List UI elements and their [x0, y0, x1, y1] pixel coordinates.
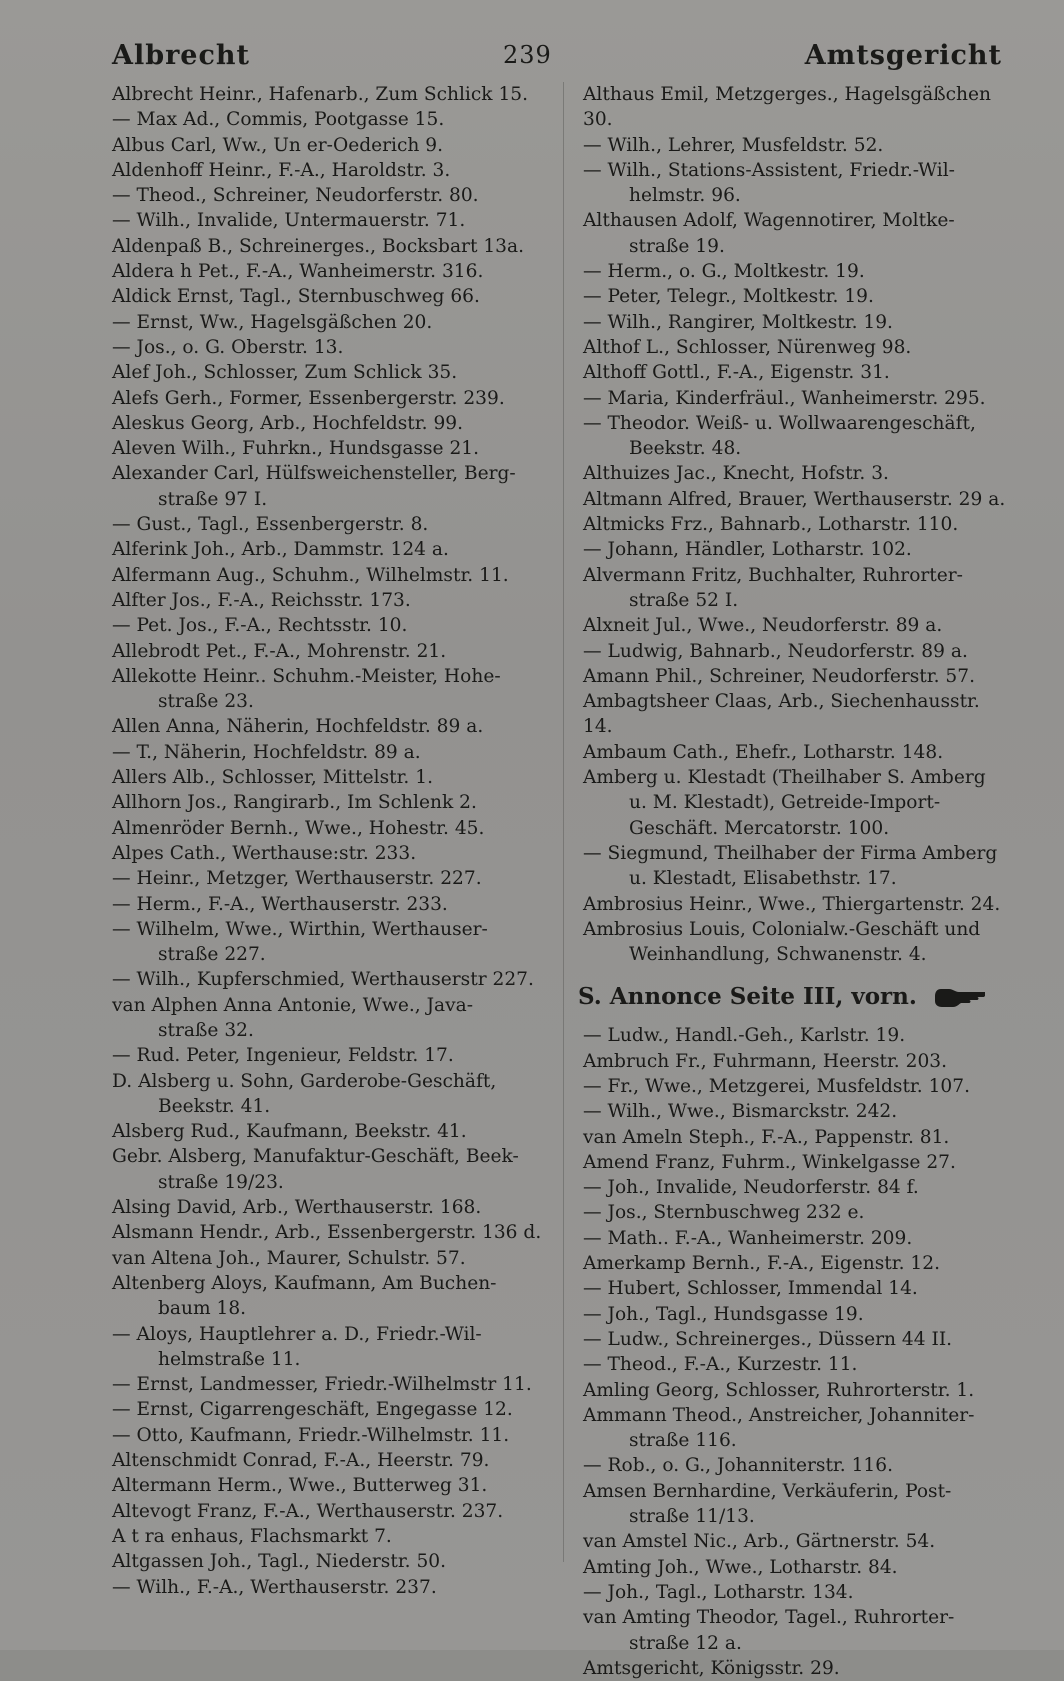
directory-entry [112, 411, 544, 436]
directory-entry [583, 284, 1011, 309]
directory-entry [112, 1271, 544, 1322]
entry-line: — Joh., Tagl., Lotharstr. 134. [583, 1581, 854, 1603]
directory-entry [112, 588, 544, 613]
entry-line: — Theodor. Weiß- u. Wollwaarengeschäft, [583, 412, 976, 434]
entry-continuation: Geschäft. Mercatorstr. 100. [629, 817, 890, 839]
entry-continuation: straße 19/23. [158, 1171, 284, 1193]
entry-line: Amann Phil., Schreiner, Neudorferstr. 57. [583, 665, 975, 687]
directory-entry [583, 158, 1011, 209]
entry-continuation: straße 116. [629, 1430, 737, 1452]
entry-line: Ammann Theod., Anstreicher, Johanniter- [583, 1404, 975, 1426]
directory-entry [112, 1322, 544, 1373]
directory-entry [112, 107, 544, 132]
directory-entry [583, 1580, 1011, 1605]
entry-line: — Herm., F.-A., Werthauserstr. 233. [112, 893, 448, 915]
page-number: 239 [502, 41, 552, 69]
directory-entry [583, 639, 1011, 664]
entry-line: van Amting Theodor, Tagel., Ruhrorter- [583, 1607, 955, 1629]
entry-line: Ambrosius Louis, Colonialw.-Geschäft und [583, 918, 981, 940]
entry-line: — Aloys, Hauptlehrer a. D., Friedr.-Wil- [112, 1323, 482, 1345]
directory-entry [583, 82, 1011, 133]
directory-entry [583, 537, 1011, 562]
entry-line: — Theod., F.-A., Kurzestr. 11. [583, 1354, 858, 1376]
right-column-top [583, 82, 1011, 967]
directory-entry [112, 613, 544, 638]
entry-line: Althaus Emil, Metzgerges., Hagelsgäßchen 30. [583, 84, 992, 131]
directory-entry [583, 740, 1011, 765]
entry-line: Amtsgericht, Königsstr. 29. [583, 1657, 840, 1679]
entry-line: Althof L., Schlosser, Nürenweg 98. [583, 336, 912, 358]
entry-line: — Herm., o. G., Moltkestr. 19. [583, 261, 865, 283]
entry-continuation: straße 227. [158, 944, 266, 966]
entry-line: — T., Näherin, Hochfeldstr. 89 a. [112, 741, 421, 763]
directory-entry [583, 1251, 1011, 1276]
directory-entry [112, 82, 544, 107]
directory-entry [112, 664, 544, 715]
entry-line: Aldenpaß B., Schreinerges., Bocksbart 13a. [112, 235, 524, 257]
directory-entry [583, 335, 1011, 360]
directory-entry [583, 664, 1011, 689]
directory-entry [583, 1226, 1011, 1251]
directory-entry [583, 487, 1011, 512]
entry-line: — Heinr., Metzger, Werthauserstr. 227. [112, 868, 482, 890]
entry-line: Ambaum Cath., Ehefr., Lotharstr. 148. [583, 741, 944, 763]
entry-line: — Ludw., Handl.-Geh., Karlstr. 19. [583, 1025, 906, 1047]
entry-continuation: u. Klestadt, Elisabethstr. 17. [629, 868, 897, 890]
entry-line: Altmann Alfred, Brauer, Werthauserstr. 29 a. [583, 488, 1006, 510]
entry-line: — Fr., Wwe., Metzgerei, Musfeldstr. 107. [583, 1075, 970, 1097]
directory-entry [583, 411, 1011, 462]
directory-entry [112, 639, 544, 664]
entry-line: Allen Anna, Näherin, Hochfeldstr. 89 a. [112, 716, 484, 738]
directory-entry [112, 234, 544, 259]
entry-line: Ambagtsheer Claas, Arb., Siechenhausstr. 14. [583, 691, 980, 738]
entry-line: Alfermann Aug., Schuhm., Wilhelmstr. 11. [112, 564, 509, 586]
entry-line: Gebr. Alsberg, Manufaktur-Geschäft, Beek- [112, 1146, 519, 1168]
directory-entry [583, 1605, 1011, 1656]
directory-entry [112, 866, 544, 891]
entry-line: Allebrodt Pet., F.-A., Mohrenstr. 21. [112, 640, 447, 662]
entry-continuation: straße 52 I. [629, 589, 739, 611]
entry-line: — Gust., Tagl., Essenbergerstr. 8. [112, 514, 429, 536]
entry-line: D. Alsberg u. Sohn, Garderobe-Geschäft, [112, 1070, 497, 1092]
entry-line: — Siegmund, Theilhaber der Firma Amberg [583, 842, 998, 864]
entry-line: Altermann Herm., Wwe., Butterweg 31. [112, 1475, 488, 1497]
entry-line: — Ludw., Schreinerges., Düssern 44 II. [583, 1328, 953, 1350]
entry-line: Althausen Adolf, Wagennotirer, Moltke- [583, 210, 955, 232]
directory-entry [112, 133, 544, 158]
entry-line: Alfter Jos., F.-A., Reichsstr. 173. [112, 589, 411, 611]
notice-text: S. Annonce Seite III, vorn. [578, 983, 917, 1011]
entry-line: Alpes Cath., Werthause:str. 233. [112, 842, 417, 864]
directory-entry [583, 1403, 1011, 1454]
directory-entry [583, 259, 1011, 284]
directory-entry [583, 1656, 1011, 1681]
entry-line: — Rob., o. G., Johanniterstr. 116. [583, 1455, 893, 1477]
entry-line: Albus Carl, Ww., Un er-Oederich 9. [112, 134, 443, 156]
entry-line: — Wilh., F.-A., Werthauserstr. 237. [112, 1576, 437, 1598]
directory-entry [583, 1453, 1011, 1478]
entry-line: — Max Ad., Commis, Pootgasse 15. [112, 109, 445, 131]
entry-line: Allers Alb., Schlosser, Mittelstr. 1. [112, 767, 433, 789]
directory-entry [112, 917, 544, 968]
advertisement-notice [578, 977, 1011, 1017]
directory-entry [112, 512, 544, 537]
directory-entry [112, 208, 544, 233]
entry-line: — Wilh., Wwe., Bismarckstr. 242. [583, 1101, 898, 1123]
directory-entry [583, 1378, 1011, 1403]
entry-line: — Wilhelm, Wwe., Wirthin, Werthauser- [112, 918, 488, 940]
directory-entry [583, 1302, 1011, 1327]
entry-line: Ambrosius Heinr., Wwe., Thiergartenstr. 24. [583, 893, 1001, 915]
entry-line: Allhorn Jos., Rangirarb., Im Schlenk 2. [112, 792, 477, 814]
entry-continuation: baum 18. [158, 1298, 247, 1320]
directory-entry [112, 993, 544, 1044]
directory-entry [112, 259, 544, 284]
directory-entry [112, 765, 544, 790]
entry-line: Albrecht Heinr., Hafenarb., Zum Schlick 15. [112, 84, 529, 105]
directory-entry [112, 816, 544, 841]
directory-entry [112, 436, 544, 461]
entry-line: Alxneit Jul., Wwe., Neudorferstr. 89 a. [583, 615, 943, 637]
running-header [112, 30, 1002, 80]
directory-entry [583, 1023, 1011, 1048]
entry-line: — Wilh., Rangirer, Moltkestr. 19. [583, 311, 893, 333]
entry-line: van Amstel Nic., Arb., Gärtnerstr. 54. [583, 1531, 936, 1553]
directory-entry [583, 917, 1011, 968]
entry-line: — Maria, Kinderfräul., Wanheimerstr. 295. [583, 387, 986, 409]
directory-entry [112, 714, 544, 739]
entry-continuation: Beekstr. 41. [158, 1095, 271, 1117]
directory-entry [583, 765, 1011, 841]
entry-line: Almenröder Bernh., Wwe., Hohestr. 45. [112, 817, 485, 839]
directory-entry [112, 1499, 544, 1524]
right-column-bottom [583, 1023, 1011, 1681]
directory-entry [583, 360, 1011, 385]
directory-entry [583, 1175, 1011, 1200]
directory-entry [583, 892, 1011, 917]
entry-line: van Altena Joh., Maurer, Schulstr. 57. [112, 1247, 466, 1269]
entry-line: — Jos., o. G. Oberstr. 13. [112, 336, 344, 358]
directory-entry [112, 183, 544, 208]
entry-line: Amberg u. Klestadt (Theilhaber S. Amberg [583, 767, 986, 789]
directory-entry [583, 1074, 1011, 1099]
entry-line: — Wilh., Lehrer, Musfeldstr. 52. [583, 134, 884, 156]
entry-line: van Alphen Anna Antonie, Wwe., Java- [112, 994, 473, 1016]
directory-entry [112, 360, 544, 385]
directory-entry [112, 461, 544, 512]
directory-entry [112, 1119, 544, 1144]
directory-entry [112, 158, 544, 183]
entry-line: — Pet. Jos., F.-A., Rechtsstr. 10. [112, 615, 408, 637]
directory-entry [583, 512, 1011, 537]
directory-entry [112, 841, 544, 866]
entry-line: — Joh., Tagl., Hundsgasse 19. [583, 1303, 864, 1325]
entry-line: Amend Franz, Fuhrm., Winkelgasse 27. [583, 1151, 956, 1173]
entry-continuation: Weinhandlung, Schwanenstr. 4. [629, 944, 927, 966]
entry-line: Alefs Gerh., Former, Essenbergerstr. 239. [112, 387, 505, 409]
directory-entry [112, 284, 544, 309]
entry-line: — Hubert, Schlosser, Immendal 14. [583, 1278, 918, 1300]
directory-entry [583, 1479, 1011, 1530]
entry-line: Alsmann Hendr., Arb., Essenbergerstr. 136 d. [112, 1222, 542, 1244]
header-right-keyword: Amtsgericht [804, 39, 1002, 71]
entry-continuation: straße 32. [158, 1019, 254, 1041]
entry-continuation: straße 23. [158, 691, 254, 713]
entry-line: Altenberg Aloys, Kaufmann, Am Buchen- [112, 1272, 497, 1294]
directory-entry [112, 1220, 544, 1245]
directory-entry [583, 613, 1011, 638]
directory-entry [112, 1448, 544, 1473]
entry-line: Althuizes Jac., Knecht, Hofstr. 3. [583, 463, 889, 485]
entry-continuation: straße 19. [629, 235, 725, 257]
directory-entry [112, 790, 544, 815]
entry-line: — Joh., Invalide, Neudorferstr. 84 f. [583, 1177, 919, 1199]
directory-entry [112, 1195, 544, 1220]
entry-line: — Wilh., Kupferschmied, Werthauserstr 227. [112, 969, 534, 991]
entry-line: Amting Joh., Wwe., Lotharstr. 84. [583, 1556, 898, 1578]
directory-entry [583, 841, 1011, 892]
entry-line: — Ludwig, Bahnarb., Neudorferstr. 89 a. [583, 640, 968, 662]
directory-entry [112, 1372, 544, 1397]
directory-entry [112, 967, 544, 992]
entry-line: — Wilh., Stations-Assistent, Friedr.-Wil- [583, 159, 955, 181]
entry-line: Altevogt Franz, F.-A., Werthauserstr. 237. [112, 1500, 504, 1522]
entry-line: — Ernst, Cigarrengeschäft, Engegasse 12. [112, 1399, 513, 1421]
directory-entry [112, 1043, 544, 1068]
entry-continuation: helmstr. 96. [629, 185, 741, 207]
entry-line: — Math.. F.-A., Wanheimerstr. 209. [583, 1227, 913, 1249]
directory-entry [112, 1246, 544, 1271]
entry-line: Ambruch Fr., Fuhrmann, Heerstr. 203. [583, 1050, 948, 1072]
entry-line: — Peter, Telegr., Moltkestr. 19. [583, 286, 874, 308]
entry-line: Aleven Wilh., Fuhrkn., Hundsgasse 21. [112, 438, 480, 460]
entry-line: — Rud. Peter, Ingenieur, Feldstr. 17. [112, 1045, 454, 1067]
entry-line: — Ernst, Landmesser, Friedr.-Wilhelmstr 11. [112, 1374, 532, 1396]
directory-entry [583, 1150, 1011, 1175]
entry-line: — Johann, Händler, Lotharstr. 102. [583, 539, 912, 561]
directory-entry [583, 461, 1011, 486]
right-column [578, 82, 1011, 1681]
directory-entry [112, 1423, 544, 1448]
directory-entry [583, 1099, 1011, 1124]
pointing-hand-icon [933, 988, 985, 1008]
directory-entry [112, 335, 544, 360]
directory-entry [583, 386, 1011, 411]
entry-line: Aldenhoff Heinr., F.-A., Haroldstr. 3. [112, 159, 451, 181]
entry-continuation: Beekstr. 48. [629, 438, 742, 460]
directory-entry [583, 1555, 1011, 1580]
entry-line: Altgassen Joh., Tagl., Niederstr. 50. [112, 1551, 447, 1573]
directory-entry [112, 1473, 544, 1498]
directory-entry [583, 563, 1011, 614]
directory-entry [112, 740, 544, 765]
entry-line: Alef Joh., Schlosser, Zum Schlick 35. [112, 362, 458, 384]
entry-line: Althoff Gottl., F.-A., Eigenstr. 31. [583, 362, 890, 384]
entry-line: Amsen Bernhardine, Verkäuferin, Post- [583, 1480, 952, 1502]
directory-entry [583, 1276, 1011, 1301]
entry-line: Aleskus Georg, Arb., Hochfeldstr. 99. [112, 412, 464, 434]
directory-entry [112, 1069, 544, 1120]
entry-continuation: u. M. Klestadt), Getreide-Import- [629, 792, 941, 814]
entry-line: — Otto, Kaufmann, Friedr.-Wilhelmstr. 11. [112, 1424, 510, 1446]
left-column [112, 82, 544, 1600]
directory-entry [112, 1575, 544, 1600]
entry-line: — Jos., Sternbuschweg 232 e. [583, 1202, 865, 1224]
entry-line: Altmicks Frz., Bahnarb., Lotharstr. 110. [583, 514, 959, 536]
directory-entry [112, 1549, 544, 1574]
directory-entry [583, 1125, 1011, 1150]
directory-entry [112, 1397, 544, 1422]
directory-entry [583, 1327, 1011, 1352]
directory-entry [583, 689, 1011, 740]
entry-continuation: straße 11/13. [629, 1506, 755, 1528]
entry-line: Amling Georg, Schlosser, Ruhrorterstr. 1. [583, 1379, 975, 1401]
entry-line: Allekotte Heinr.. Schuhm.-Meister, Hohe- [112, 665, 501, 687]
entry-line: van Ameln Steph., F.-A., Pappenstr. 81. [583, 1126, 950, 1148]
directory-entry [583, 310, 1011, 335]
entry-line: — Wilh., Invalide, Untermauerstr. 71. [112, 210, 466, 232]
directory-entry [112, 310, 544, 335]
entry-line: Amerkamp Bernh., F.-A., Eigenstr. 12. [583, 1253, 940, 1275]
entry-continuation: helmstraße 11. [158, 1348, 301, 1370]
entry-line: Altenschmidt Conrad, F.-A., Heerstr. 79. [112, 1450, 490, 1472]
directory-entry [583, 1200, 1011, 1225]
entry-line: — Ernst, Ww., Hagelsgäßchen 20. [112, 311, 433, 333]
entry-line: Alexander Carl, Hülfsweichensteller, Berg- [112, 463, 516, 485]
column-divider [563, 82, 564, 1562]
entry-continuation: straße 97 I. [158, 488, 268, 510]
entry-line: Aldera h Pet., F.-A., Wanheimerstr. 316. [112, 261, 484, 283]
directory-entry [583, 1049, 1011, 1074]
directory-entry [112, 1524, 544, 1549]
entry-line: Alvermann Fritz, Buchhalter, Ruhrorter- [583, 564, 963, 586]
header-left-keyword: Albrecht [112, 39, 251, 71]
entry-line: Aldick Ernst, Tagl., Sternbuschweg 66. [112, 286, 480, 308]
directory-entry [112, 537, 544, 562]
entry-line: Alsberg Rud., Kaufmann, Beekstr. 41. [112, 1121, 467, 1143]
entry-line: — Theod., Schreiner, Neudorferstr. 80. [112, 185, 479, 207]
directory-entry [112, 1144, 544, 1195]
entry-continuation: straße 12 a. [629, 1632, 742, 1654]
directory-entry [583, 133, 1011, 158]
entry-line: Alferink Joh., Arb., Dammstr. 124 a. [112, 539, 449, 561]
entry-line: A t ra enhaus, Flachsmarkt 7. [112, 1525, 392, 1547]
directory-entry [112, 892, 544, 917]
directory-entry [112, 386, 544, 411]
directory-entry [583, 1352, 1011, 1377]
directory-entry [583, 1529, 1011, 1554]
entry-line: Alsing David, Arb., Werthauserstr. 168. [112, 1197, 482, 1219]
directory-entry [112, 563, 544, 588]
directory-entry [583, 208, 1011, 259]
